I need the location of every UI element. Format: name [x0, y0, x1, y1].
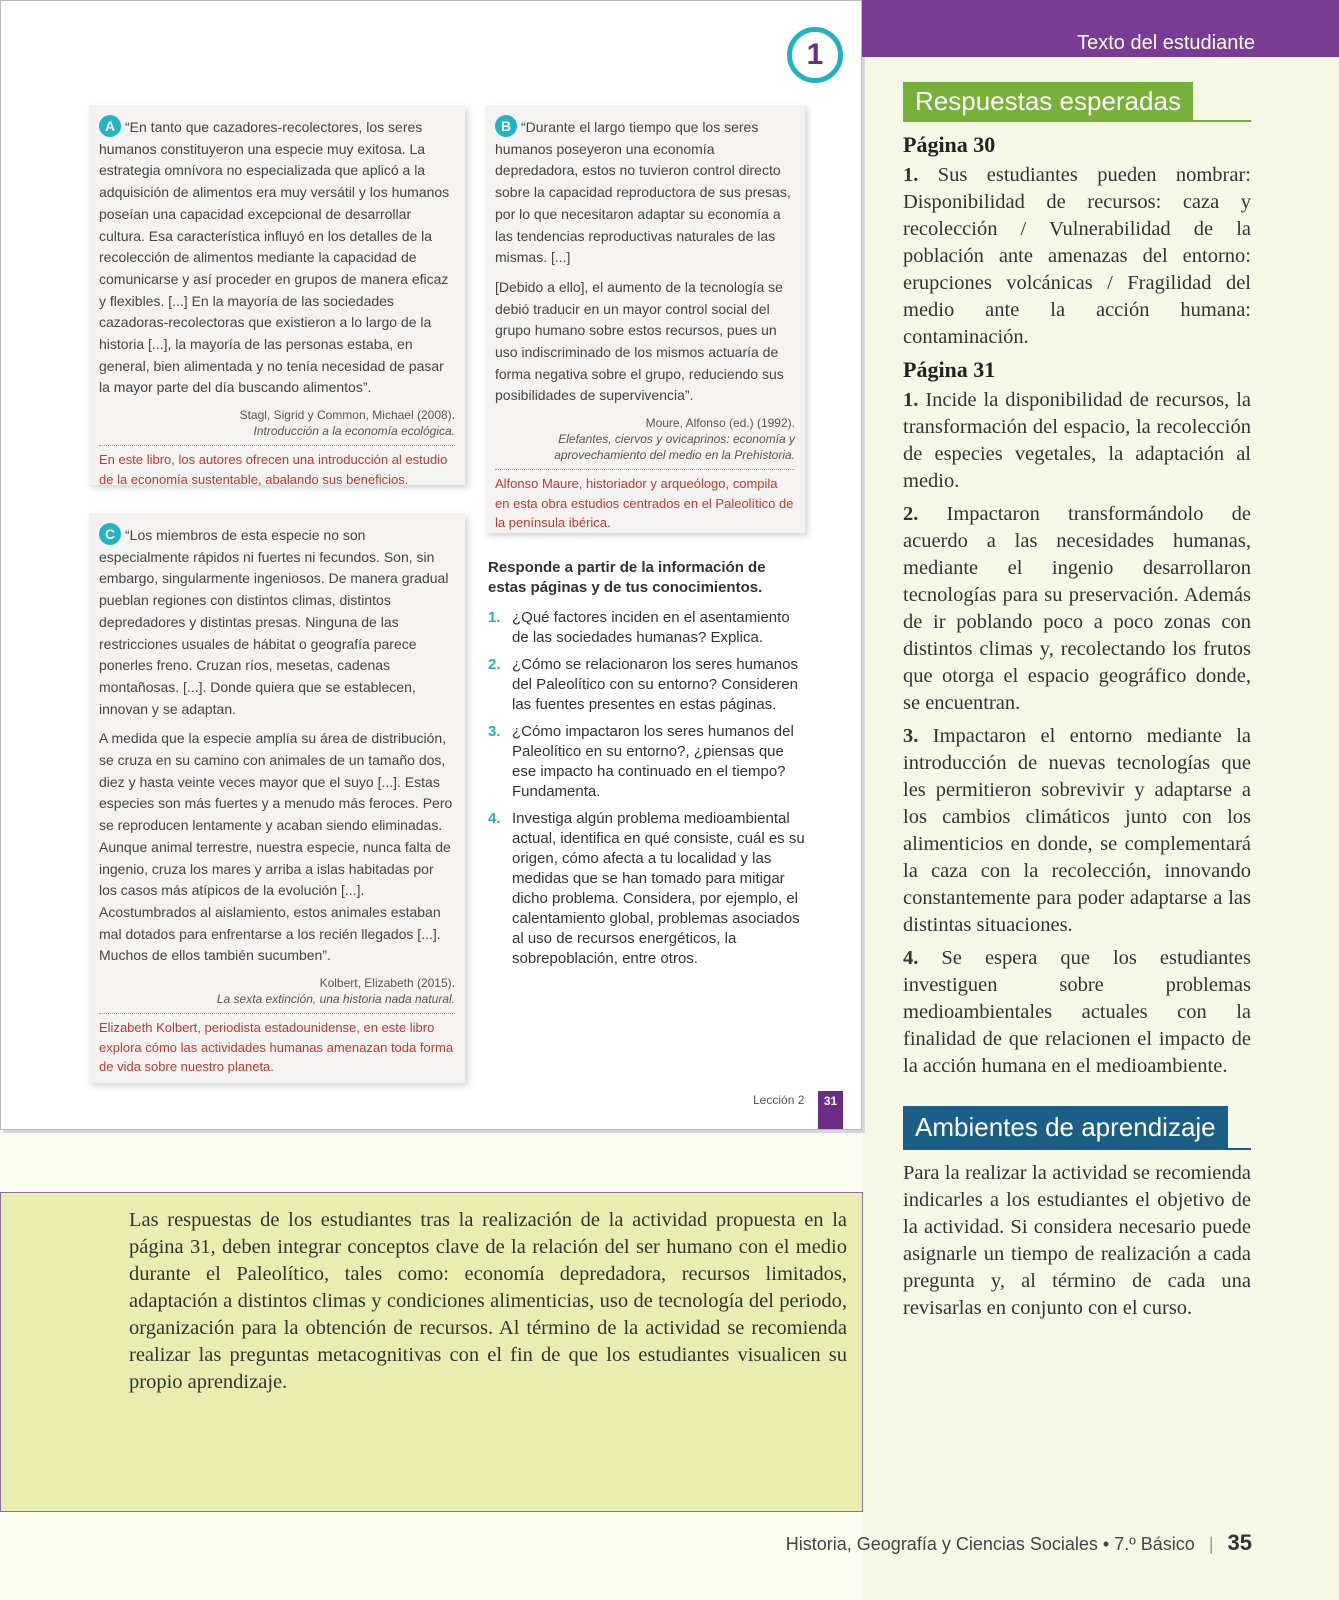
questions-intro: Responde a partir de la información de estas páginas y de tus conocimientos. [488, 559, 766, 596]
source-b-note: Alfonso Maure, historiador y arqueólogo, compila en esta obra estudios centrados en el Paleolítico de la península ibérica. [495, 469, 795, 533]
footer-subject: Historia, Geografía y Ciencias Sociales • 7.º Básico [785, 1534, 1195, 1554]
source-a-note: En este libro, los autores ofrecen una introducción al estudio de la economía sustentable, abalando sus beneficios. [99, 445, 455, 489]
answer-item: 2. Impactaron transformándolo de acuerdo a las necesidades humanas, mediante el ingenio desarrollaron tecnologías para su preservación. Además de ir poblando poco a poco zonas con distintos climas y, recolectando los frutos que otorga el espacio geográfico donde, se encuentran. [903, 503, 1251, 714]
question-item: 2. ¿Cómo se relacionaron los seres humanos del Paleolítico con su entorno? Consideren las fuentes presentes en estas páginas. [488, 656, 799, 713]
source-a-citation: Stagl, Sigrid y Common, Michael (2008). Introducción a la economía ecológica. [239, 408, 455, 439]
source-c-note: Elizabeth Kolbert, periodista estadounidense, en este libro explora cómo las actividades humanas amenazan toda forma de vida sobre nuestro planeta. [99, 1013, 455, 1077]
source-b-quote-2: [Debido a ello], el aumento de la tecnología se debió traducir en un mayor control social del grupo humano sobre estos recursos, pues un uso indiscriminado de los mismos actuaría de forma negativa sobre el grupo, reduciendo sus posibilidades de supervivencia”. [495, 278, 784, 404]
ambientes-text: Para la realizar la actividad se recomienda indicarles a los estudiantes el objetivo de la actividad. Si considera necesario puede asignarle un tiempo de realización a cada pregunta y, al término de cada una revisarlas en conjunto con el curso. [903, 1162, 1251, 1319]
lesson-number-badge: 1 [787, 27, 843, 83]
teacher-guide-column [903, 82, 1251, 1328]
footer-separator: | [1208, 1534, 1214, 1554]
question-item: 4. Investiga algún problema medioambiental actual, identifica en qué consiste, cuál es su origen, cómo afecta a tu localidad y las medidas que se han tomado para mitigar dicho problema. Considera, por ejemplo, el calentamiento global, problemas asociados al uso de recursos energéticos, la sobrepoblación, entre otros. [488, 810, 805, 967]
answer-item: 4. Se espera que los estudiantes investiguen sobre problemas medioambientales actuales con la finalidad de que relacionen el impacto de la acción humana en el medioambiente. [903, 947, 1251, 1077]
page-footer [786, 1530, 1252, 1556]
answer-item: 3. Impactaron el entorno mediante la introducción de nuevas tecnologías que les permitieron sobrevivir y adaptarse a los cambios climáticos junto con los alimenticios en donde, se complementará la caza con la recolección, innovando constantemente para poder adaptarse a las distintas situaciones. [903, 725, 1251, 936]
header-title: Texto del estudiante [1077, 32, 1255, 54]
source-a-badge: A [99, 115, 121, 137]
page-30-label: Página 30 [903, 132, 996, 157]
respuestas-heading-wrap [903, 82, 1251, 122]
header-bar [862, 0, 1339, 57]
book-lesson-label: Lección 2 [753, 1093, 805, 1107]
source-b-box [485, 105, 805, 533]
textbook-page-image [0, 0, 862, 1130]
source-c-quote-2: A medida que la especie amplía su área de distribución, se cruza en su camino con animales de un tamaño dos, diez y hasta veinte veces mayor que el suyo [...]. Estas especies son más fuertes y a menudo más feroces. Pero se reproducen lentamente y acaban siendo eliminadas. Aunque animal terrestre, nuestra especie, nunca falta de ingenio, cruza los mares y arriba a islas habitadas por los casos más atípicos de la evolución [...]. Acostumbrados al aislamiento, estos animales estaban mal dotados para enfrentarse a los recién llegados [...]. Muchos de ellos también sucumben”. [99, 730, 453, 964]
ambientes-heading: Ambientes de aprendizaje [903, 1106, 1228, 1148]
respuestas-heading: Respuestas esperadas [903, 82, 1193, 120]
question-item: 3. ¿Cómo impactaron los seres humanos del Paleolítico en su entorno?, ¿piensas que ese impacto ha continuado en el tiempo? Fundamenta. [488, 723, 794, 800]
source-c-badge: C [99, 523, 121, 545]
teacher-note-text: Las respuestas de los estudiantes tras la realización de la actividad propuesta en la página 31, deben integrar conceptos clave de la relación del ser humano con el medio durante el Paleolítico, tales como: economía depredadora, recursos limitados, adaptación a distintos climas y condiciones alimenticias, uso de tecnología del periodo, organización para la obtención de recursos. Al término de la actividad se recomienda realizar las preguntas metacognitivas con el fin de que los estudiantes visualicen su propio aprendizaje. [129, 1209, 847, 1393]
source-c-box [89, 513, 465, 1083]
source-c-quote-1: C “Los miembros de esta especie no son especialmente rápidos ni fuertes ni fecundos. Son, sin embargo, singularmente ingeniosos. De manera gradual pueblan regiones con distintos climas, distintos depredadores y distintas presas. Ninguna de las restricciones usuales de hábitat o geografía parece ponerles freno. Cruzan ríos, mesetas, cadenas montañosas. [...]. Donde quiera que se establecen, innovan y se adaptan. [99, 523, 455, 720]
answer-item: 1. Sus estudiantes pueden nombrar: Disponibilidad de recursos: caza y recolección / Vulnerabilidad de la población ante amenazas del entorno: erupciones volcánicas / Fragilidad del medio ante la acción humana: contaminación. [903, 164, 1251, 348]
teacher-note-box [0, 1192, 863, 1512]
source-b-citation: Moure, Alfonso (ed.) (1992). Elefantes, ciervos y ovicaprinos: economía y aprovechamiento del medio en la Prehistoria. [554, 416, 795, 463]
activity-questions [488, 558, 808, 976]
source-b-quote-1: B “Durante el largo tiempo que los seres humanos poseyeron una economía depredadora, estos no tuvieron control directo sobre la capacidad reproductora de sus presas, por lo que necesitaron adaptar su economía a las tendencias reproductivas naturales de las mismas. [...] [495, 115, 795, 269]
source-a-quote: A “En tanto que cazadores-recolectores, los seres humanos constituyeron una especie muy exitosa. La estrategia omnívora no especializada que aplicó a la adquisición de alimentos era muy versátil y los humanos poseían una capacidad excepcional de desarrollar cultura. Esa característica influyó en los detalles de la recolección de alimentos mediante la capacidad de comunicarse y así proceder en grupos de manera eficaz y flexibles. [...] En la mayoría de las sociedades cazadoras-recolectoras que existieron a lo largo de la historia [...], la mayoría de las personas estaba, en general, bien alimentada y no tenía necesidad de pasar la mayor parte del día buscando alimentos”. [99, 115, 455, 399]
book-page-number: 31 [818, 1091, 843, 1129]
page-31-label: Página 31 [903, 357, 996, 382]
footer-page-number: 35 [1227, 1530, 1252, 1555]
question-item: 1. ¿Qué factores inciden en el asentamiento de las sociedades humanas? Explica. [488, 609, 790, 646]
source-a-box [89, 105, 465, 485]
ambientes-heading-wrap [903, 1106, 1251, 1150]
answer-item: 1. Incide la disponibilidad de recursos, la transformación del espacio, la recolección de especies vegetales, la adaptación al medio. [903, 389, 1251, 492]
source-b-badge: B [495, 115, 517, 137]
source-c-citation: Kolbert, Elizabeth (2015). La sexta extinción, una historia nada natural. [216, 976, 455, 1007]
